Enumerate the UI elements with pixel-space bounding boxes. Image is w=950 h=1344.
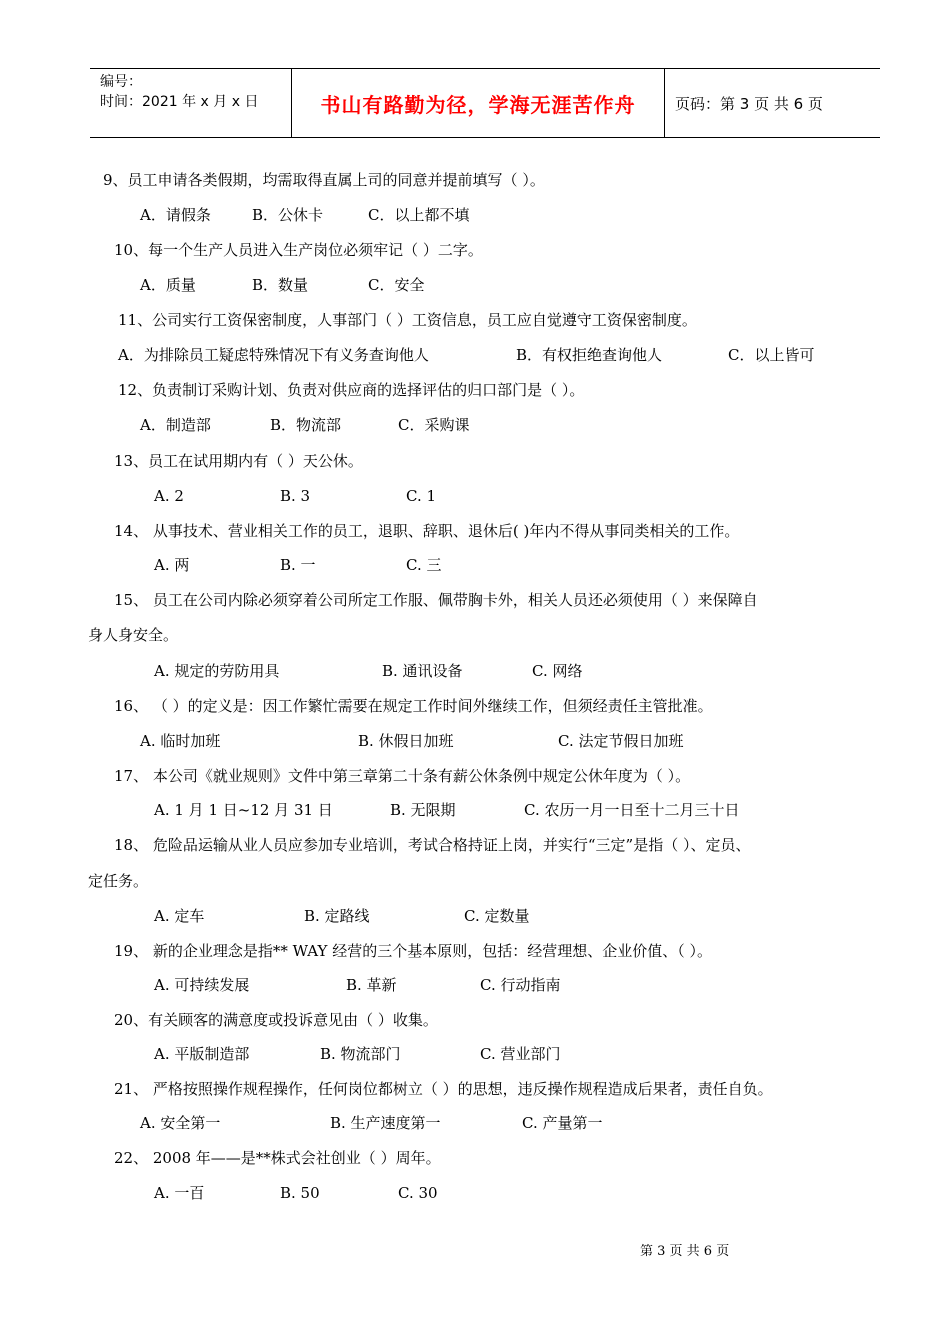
option-c: C. 1 — [406, 487, 437, 505]
option-c: C．采购课 — [398, 416, 470, 434]
question-13: 13、员工在试用期内有（ ）天公休。 — [114, 452, 363, 470]
option-a: A．质量 — [140, 276, 196, 294]
option-a: A. 1 月 1 日~12 月 31 日 — [154, 801, 333, 819]
question-19-options — [154, 975, 560, 995]
option-a: A．请假条 — [140, 206, 211, 224]
option-b: B. 3 — [280, 487, 311, 505]
option-a: A. 规定的劳防用具 — [154, 662, 280, 680]
option-c: C．以上皆可 — [728, 346, 815, 364]
question-10-options — [140, 275, 424, 295]
option-c: C. 法定节假日加班 — [558, 732, 684, 750]
question-22: 22、 2008 年——是**株式会社创业（ ）周年。 — [114, 1149, 441, 1167]
option-a: A. 安全第一 — [140, 1114, 221, 1132]
motto-cell — [291, 69, 665, 137]
question-21-options — [140, 1113, 602, 1133]
option-a: A．为排除员工疑虑特殊情况下有义务查询他人 — [118, 346, 429, 364]
question-20-options — [154, 1044, 560, 1064]
option-b: B．有权拒绝查询他人 — [516, 346, 663, 364]
motto-text: 书山有路勤为径，学海无涯苦作舟 — [320, 92, 636, 117]
option-b: B. 一 — [280, 556, 316, 574]
question-19: 19、 新的企业理念是指** WAY 经营的三个基本原则，包括：经营理想、企业价值、（ ）。 — [114, 942, 712, 960]
question-12: 12、负责制订采购计划、负责对供应商的选择评估的归口部门是（ ）。 — [118, 381, 585, 399]
question-15: 15、 员工在公司内除必须穿着公司所定工作服、佩带胸卡外，相关人员还必须使用（ ）来保障自 — [114, 591, 758, 609]
option-c: C. 三 — [406, 556, 442, 574]
option-a: A. 临时加班 — [140, 732, 221, 750]
question-17: 17、 本公司《就业规则》文件中第三章第二十条有薪公休条例中规定公休年度为（ ）。 — [114, 767, 691, 785]
question-10: 10、每一个生产人员进入生产岗位必须牢记（ ）二字。 — [114, 241, 483, 259]
option-b: B．公休卡 — [252, 206, 324, 224]
document-header — [90, 68, 880, 138]
question-11: 11、公司实行工资保密制度，人事部门（ ）工资信息，员工应自觉遵守工资保密制度。 — [118, 311, 697, 329]
option-b: B. 休假日加班 — [358, 732, 454, 750]
option-c: C. 营业部门 — [480, 1045, 561, 1063]
option-a: A. 一百 — [154, 1184, 205, 1202]
question-21: 21、 严格按照操作规程操作，任何岗位都树立（ ）的思想，违反操作规程造成后果者，责任自负。 — [114, 1080, 773, 1098]
question-14-options — [154, 555, 441, 575]
option-b: B. 通讯设备 — [382, 662, 463, 680]
page-info: 页码：第 3 页 共 6 页 — [675, 94, 823, 113]
question-12-options — [140, 415, 469, 435]
option-a: A. 两 — [154, 556, 190, 574]
option-c: C. 产量第一 — [522, 1114, 603, 1132]
option-b: B．数量 — [252, 276, 309, 294]
question-14: 14、 从事技术、营业相关工作的员工，退职、辞职、退休后( )年内不得从事同类相关的工作。 — [114, 522, 740, 540]
question-22-options — [154, 1183, 438, 1203]
question-13-options — [154, 486, 436, 506]
option-b: B．物流部 — [270, 416, 342, 434]
page-info-cell — [665, 69, 880, 137]
option-a: A. 可持续发展 — [154, 976, 250, 994]
option-c: C. 农历一月一日至十二月三十日 — [524, 801, 740, 819]
option-a: A. 平版制造部 — [154, 1045, 250, 1063]
question-20: 20、有关顾客的满意度或投诉意见由（ ）收集。 — [114, 1011, 438, 1029]
option-a: A．制造部 — [140, 416, 211, 434]
option-c: C．安全 — [368, 276, 425, 294]
option-b: B. 物流部门 — [320, 1045, 401, 1063]
option-b: B. 无限期 — [390, 801, 456, 819]
question-9-options — [140, 205, 469, 225]
time-label: 时间：2021 年 x 月 x 日 — [100, 94, 259, 110]
option-a: A. 定车 — [154, 907, 205, 925]
option-c: C. 行动指南 — [480, 976, 561, 994]
option-b: B. 50 — [280, 1184, 320, 1202]
option-c: C. 30 — [398, 1184, 438, 1202]
page-footer: 第 3 页 共 6 页 — [640, 1244, 730, 1259]
option-b: B. 定路线 — [304, 907, 370, 925]
question-11-options — [118, 345, 814, 365]
question-18-options — [154, 906, 529, 926]
number-label: 编号： — [100, 74, 142, 90]
question-16: 16、 （ ）的定义是：因工作繁忙需要在规定工作时间外继续工作，但须经责任主管批准。 — [114, 697, 713, 715]
option-c: C. 定数量 — [464, 907, 530, 925]
question-18-continued: 定任务。 — [88, 872, 149, 890]
question-18: 18、 危险品运输从业人员应参加专业培训，考试合格持证上岗，并实行“三定”是指（ ）、定员、 — [114, 836, 751, 854]
option-c: C．以上都不填 — [368, 206, 470, 224]
header-meta-cell — [90, 69, 290, 137]
option-b: B. 革新 — [346, 976, 397, 994]
option-c: C. 网络 — [532, 662, 583, 680]
question-16-options — [140, 731, 683, 751]
option-b: B. 生产速度第一 — [330, 1114, 441, 1132]
option-a: A. 2 — [154, 487, 184, 505]
question-17-options — [154, 800, 739, 820]
question-9: 9、员工申请各类假期，均需取得直属上司的同意并提前填写（ ）。 — [103, 171, 545, 189]
question-15-options — [154, 661, 582, 681]
question-15-continued: 身人身安全。 — [88, 626, 179, 644]
